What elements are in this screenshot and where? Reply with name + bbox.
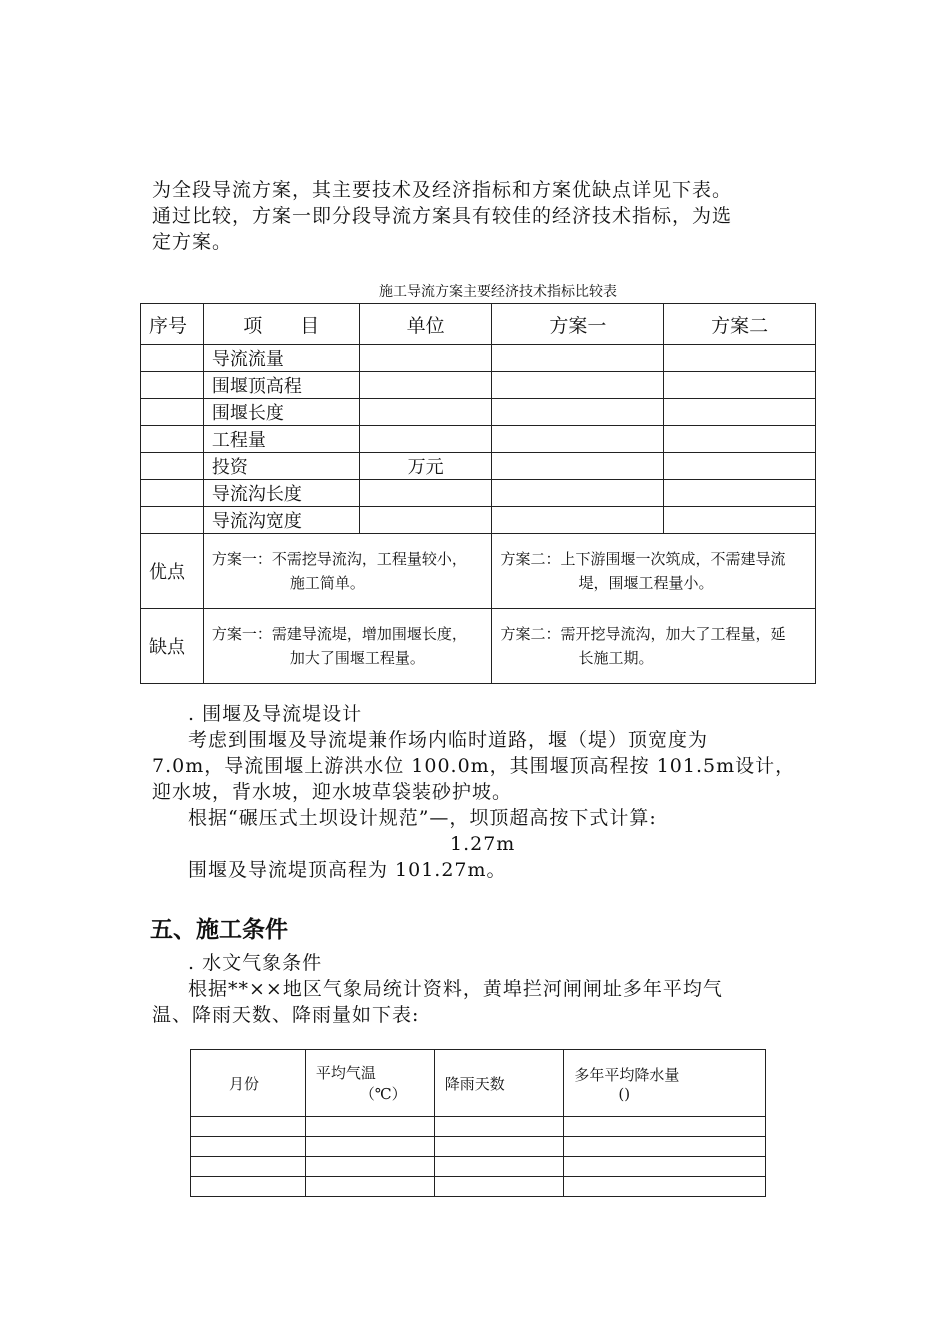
advantages-label: 优点 [141, 534, 204, 609]
table-row [141, 399, 816, 426]
disadvantages-plan2: 方案二：需开挖导流沟，加大了工程量，延 长施工期。 [492, 609, 816, 684]
header-item: 项 目 [203, 304, 359, 345]
disadvantages-label: 缺点 [141, 609, 204, 684]
row-item: 围堰长度 [203, 399, 359, 426]
formula: 1.27m [450, 833, 516, 855]
row-item: 投资 [203, 453, 359, 480]
cofferdam-title: . 围堰及导流堤设计 [188, 703, 363, 725]
advantages-row [141, 534, 816, 609]
row-item: 工程量 [203, 426, 359, 453]
table-row [141, 345, 816, 372]
table1-header-row [141, 304, 816, 345]
cofferdam-paragraph: 考虑到围堰及导流堤兼作场内临时道路，堰（堤）顶宽度为 7.0m，导流围堰上游洪水位 100.0m，其围堰顶高程按 101.5m设计， 迎水坡，背水坡，迎水坡草袋装砂护坡。 根据“碾压式土坝设计规范”—，坝顶超高按下式计算: 1.27m 围堰及导流堤顶高程为 101.27m。 [152, 727, 832, 883]
intro-line-2: 通过比较，方案一即分段导流方案具有较佳的经济技术指标，为选 [152, 205, 733, 227]
intro-line-1: 为全段导流方案，其主要技术及经济指标和方案优缺点详见下表。 [152, 179, 733, 201]
intro-line-3: 定方案。 [152, 231, 233, 253]
advantages-plan1: 方案一：不需挖导流沟，工程量较小， 施工简单。 [203, 534, 492, 609]
header-rainfall: 多年平均降水量 () [564, 1050, 766, 1117]
header-rain-days: 降雨天数 [434, 1050, 564, 1117]
header-unit: 单位 [359, 304, 492, 345]
row-item: 导流沟长度 [203, 480, 359, 507]
disadvantages-plan1: 方案一：需建导流堤，增加围堰长度， 加大了围堰工程量。 [203, 609, 492, 684]
table-row [191, 1117, 766, 1137]
section-heading: 五、施工条件 [150, 917, 288, 943]
climate-table [190, 1049, 766, 1197]
section5-paragraph: . 水文气象条件 根据**××地区气象局统计资料，黄埠拦河闸闸址多年平均气 温、降雨天数、降雨量如下表: [152, 952, 723, 1026]
row-item: 导流流量 [203, 345, 359, 372]
row-item: 围堰顶高程 [203, 372, 359, 399]
advantages-plan2: 方案二：上下游围堰一次筑成，不需建导流 堤，围堰工程量小。 [492, 534, 816, 609]
table-row [191, 1137, 766, 1157]
table-row [191, 1157, 766, 1177]
table-row [141, 426, 816, 453]
table-row [141, 480, 816, 507]
table-row [141, 453, 816, 480]
table-row [191, 1177, 766, 1197]
table-row [141, 507, 816, 534]
header-temp: 平均气温 （℃） [305, 1050, 434, 1117]
table2-header-row [191, 1050, 766, 1117]
header-plan2: 方案二 [664, 304, 816, 345]
header-seq: 序号 [141, 304, 204, 345]
comparison-table [140, 303, 816, 684]
header-month: 月份 [191, 1050, 306, 1117]
table-row [141, 372, 816, 399]
disadvantages-row [141, 609, 816, 684]
row-item: 导流沟宽度 [203, 507, 359, 534]
intro-paragraph [152, 177, 732, 255]
row-unit: 万元 [359, 453, 492, 480]
header-plan1: 方案一 [492, 304, 664, 345]
table1-caption: 施工导流方案主要经济技术指标比较表 [379, 284, 617, 300]
